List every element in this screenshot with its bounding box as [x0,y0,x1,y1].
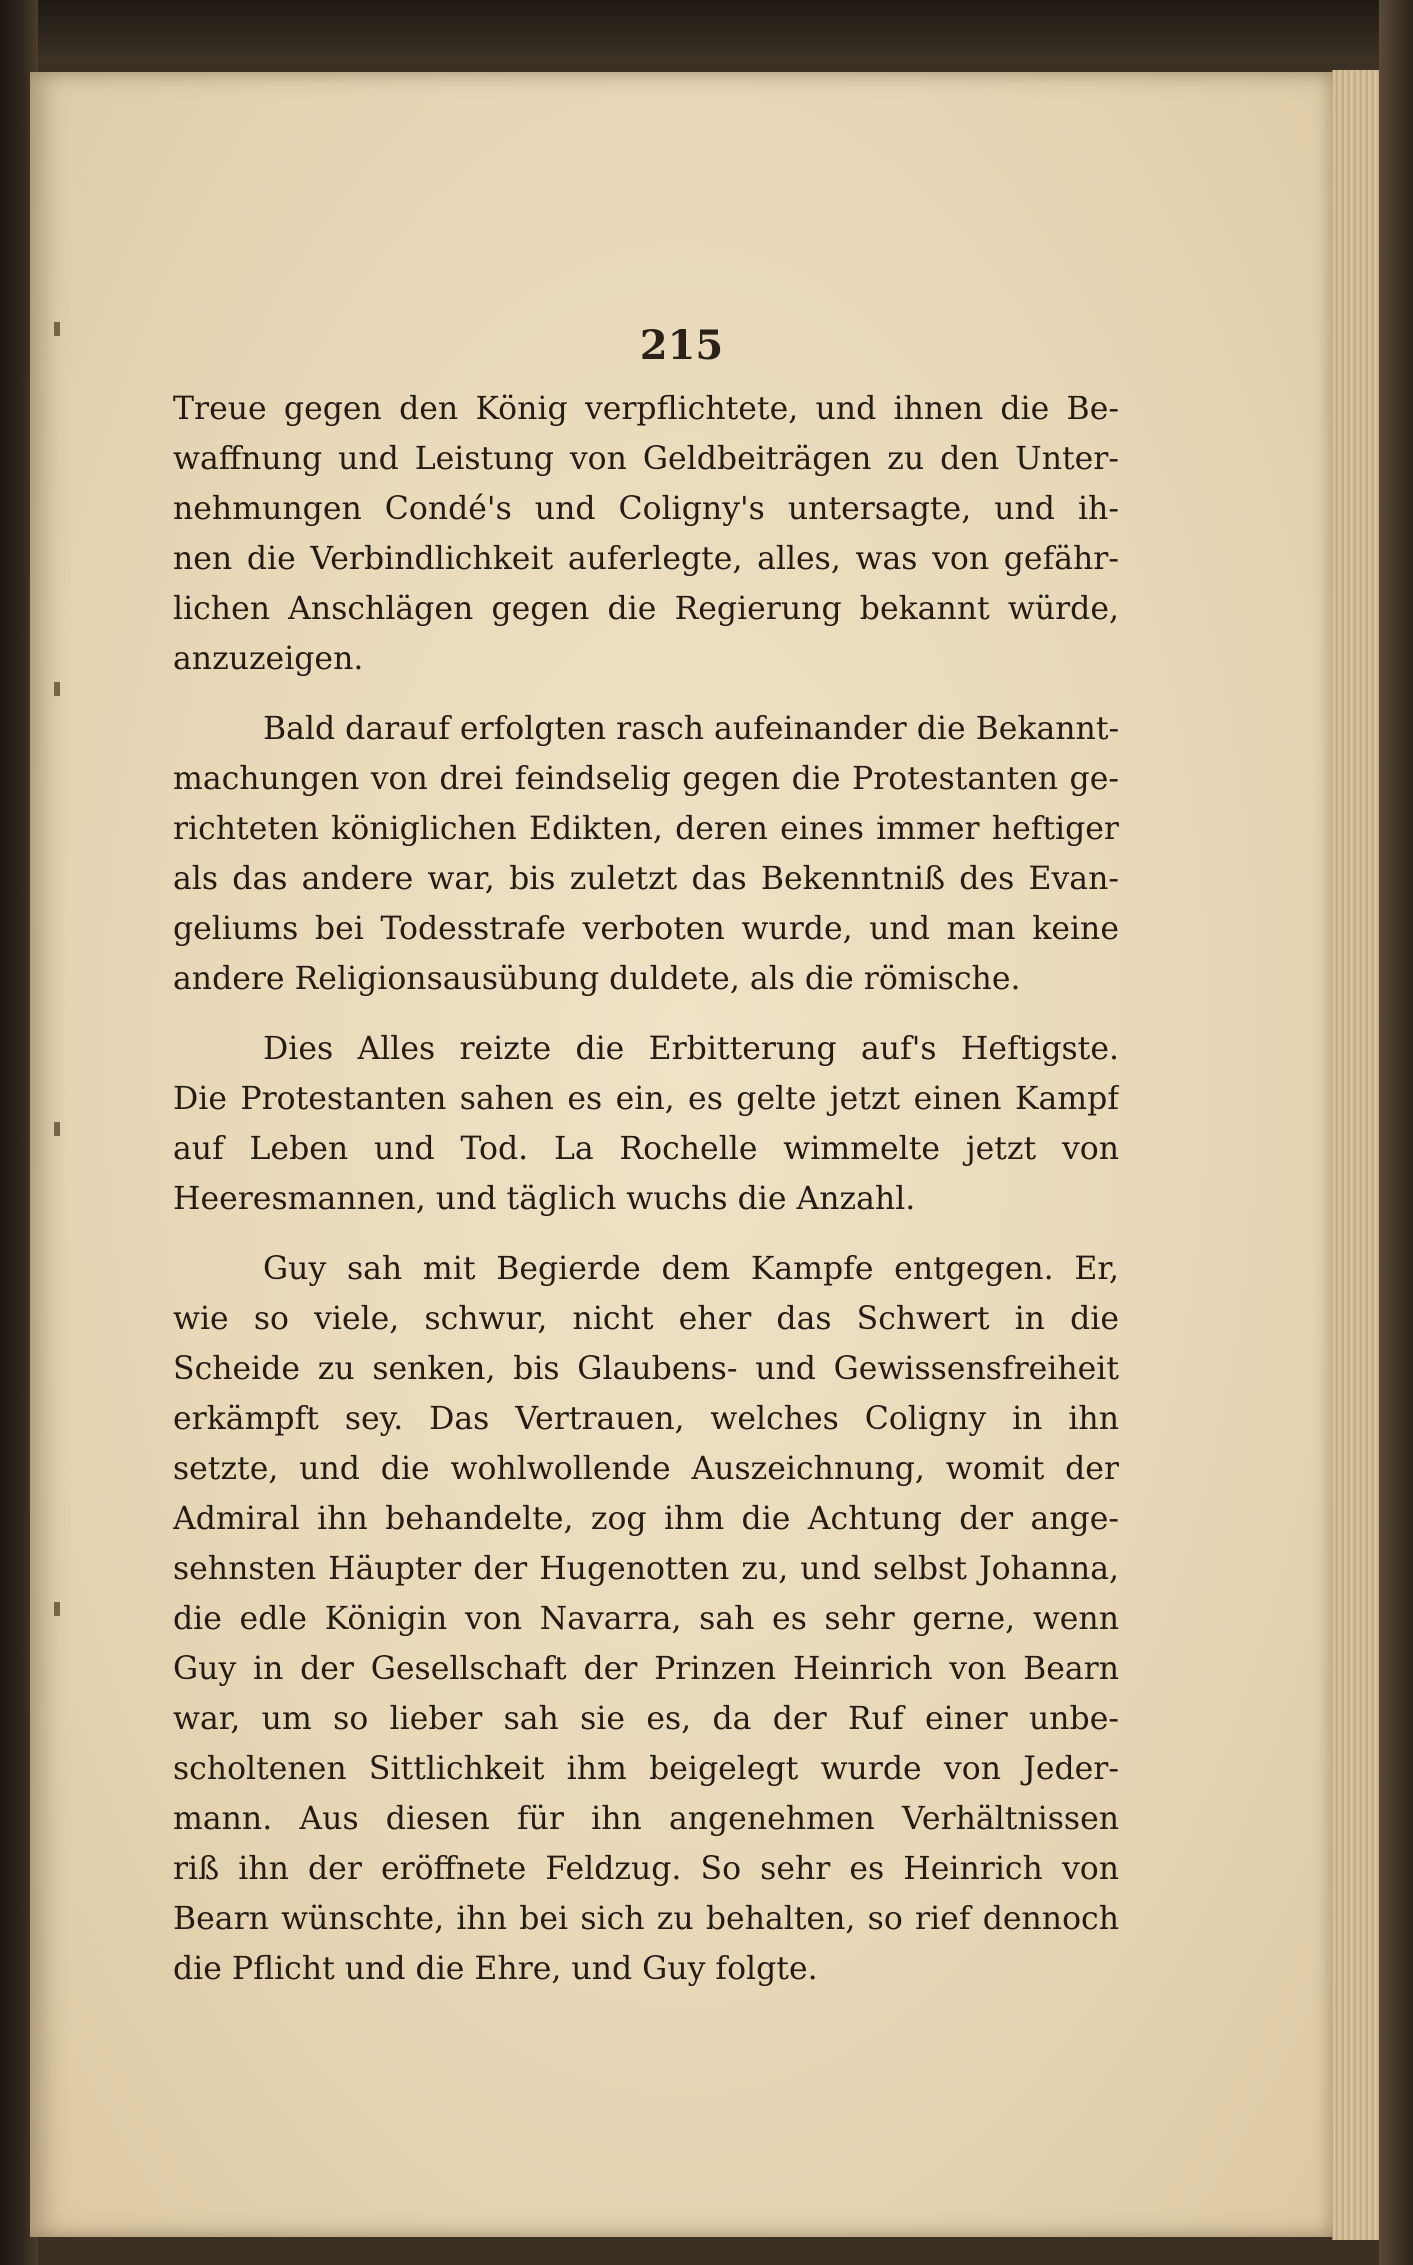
text-line: auf Leben und Tod. La Rochelle wimmelte jetzt von [173,1131,1119,1167]
text-line: erkämpft sey. Das Vertrauen, welches Coligny in ihn [173,1401,1119,1437]
text-line: anzuzeigen. [173,641,364,677]
text-line: andere Religionsausübung duldete, als die römische. [173,961,1021,997]
text-line: Guy sah mit Begierde dem Kampfe entgegen. Er, [263,1251,1119,1287]
text-line: geliums bei Todesstrafe verboten wurde, und man keine [173,911,1119,947]
text-line: Bearn wünschte, ihn bei sich zu behalten, so rief dennoch [173,1901,1119,1937]
book-cover-top [0,0,1413,62]
text-line: nehmungen Condé's und Coligny's untersagte, und ih- [173,491,1119,527]
paragraph [173,1024,1119,1224]
text-line: richteten königlichen Edikten, deren eines immer heftiger [173,811,1119,847]
page-number: 215 [639,322,724,369]
text-line: die Pflicht und die Ehre, und Guy folgte. [173,1951,818,1987]
text-line: Bald darauf erfolgten rasch aufeinander die Bekannt- [263,711,1119,747]
binding-mark [54,1122,60,1136]
binding-marks [54,322,60,1922]
text-line: scholtenen Sittlichkeit ihm beigelegt wurde von Jeder- [173,1751,1119,1787]
binding-mark [54,1602,60,1616]
book-page [30,72,1333,2237]
paragraph [173,384,1119,684]
text-line: war, um so lieber sah sie es, da der Ruf einer unbe- [173,1701,1119,1737]
text-line: mann. Aus diesen für ihn angenehmen Verhältnissen [173,1801,1119,1837]
page-edges [1332,70,1379,2240]
text-line: Guy in der Gesellschaft der Prinzen Heinrich von Bearn [173,1651,1119,1687]
text-line: Treue gegen den König verpflichtete, und ihnen die Be- [173,391,1119,427]
text-line: waffnung und Leistung von Geldbeiträgen zu den Unter- [173,441,1119,477]
text-line: sehnsten Häupter der Hugenotten zu, und selbst Johanna, [173,1551,1119,1587]
text-line: wie so viele, schwur, nicht eher das Schwert in die [173,1301,1119,1337]
text-line: nen die Verbindlichkeit auferlegte, alles, was von gefähr- [173,541,1119,577]
text-line: setzte, und die wohlwollende Auszeichnung, womit der [173,1451,1119,1487]
body-text [173,384,1119,1994]
text-line: Scheide zu senken, bis Glaubens- und Gewissensfreiheit [173,1351,1119,1387]
paragraph [173,1244,1119,1994]
text-line: Die Protestanten sahen es ein, es gelte jetzt einen Kampf [173,1081,1119,1117]
binding-mark [54,682,60,696]
text-line: riß ihn der eröffnete Feldzug. So sehr es Heinrich von [173,1851,1119,1887]
paragraph [173,704,1119,1004]
text-line: Dies Alles reizte die Erbitterung auf's Heftigste. [263,1031,1119,1067]
text-line: als das andere war, bis zuletzt das Bekenntniß des Evan- [173,861,1119,897]
book-cover-right [1379,0,1413,2265]
text-line: machungen von drei feindselig gegen die Protestanten ge- [173,761,1119,797]
text-line: Heeresmannen, und täglich wuchs die Anzahl. [173,1181,916,1217]
text-line: Admiral ihn behandelte, zog ihm die Achtung der ange- [173,1501,1119,1537]
text-line: die edle Königin von Navarra, sah es sehr gerne, wenn [173,1601,1119,1637]
text-line: lichen Anschlägen gegen die Regierung bekannt würde, [173,591,1119,627]
